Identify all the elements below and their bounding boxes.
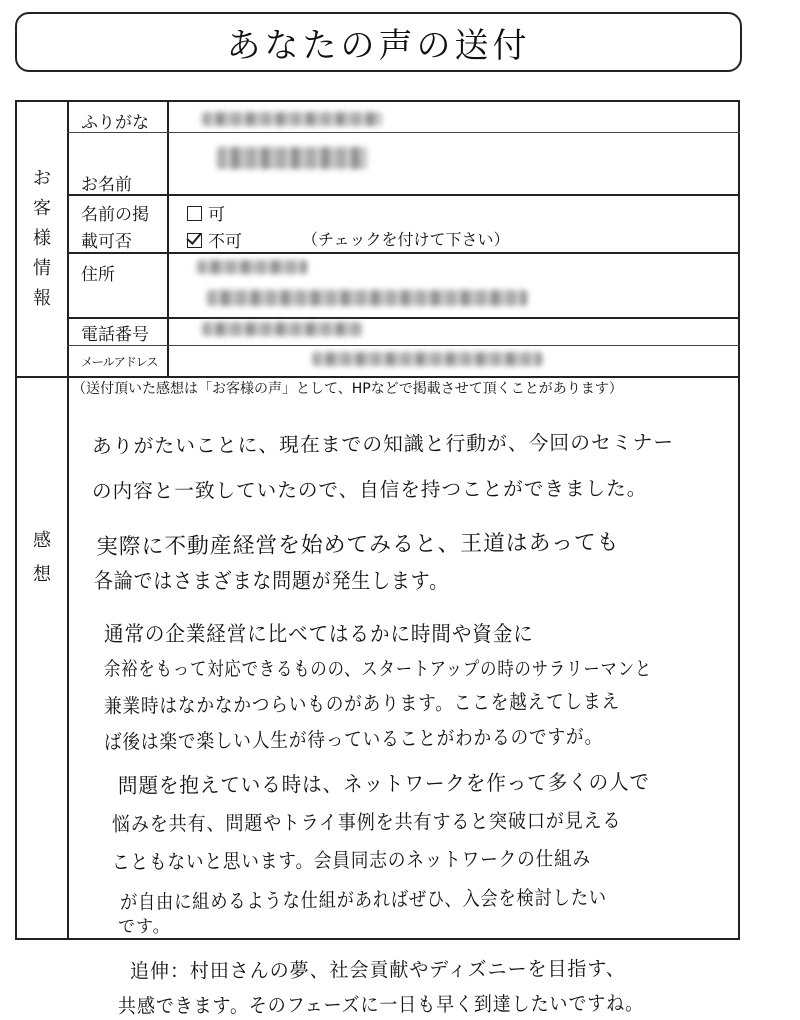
address-label: 住所	[81, 265, 115, 285]
checkbox-ok[interactable]	[187, 206, 202, 221]
impression-line: 悩みを共有、問題やトライ事例を共有すると突破口が見える	[111, 808, 622, 836]
postscript-line: 共感できます。そのフェーズに一日も早く到達したいですね。	[117, 990, 645, 1018]
option-ng[interactable]: 不可	[187, 227, 242, 252]
impression-line: ありがたいことに、現在までの知識と行動が、今回のセミナー	[91, 429, 675, 458]
impression-line: です。	[118, 917, 171, 937]
impressions-note: （送付頂いた感想は「お客様の声」として、HPなどで掲載させて頂くことがあります）	[72, 381, 623, 397]
check-instruction: （チェックを付けて下さい）	[302, 230, 510, 249]
row-line	[67, 317, 740, 319]
address-line2-redacted	[207, 290, 527, 306]
impression-line: 実際に不動産経営を始めてみると、王道はあっても	[95, 530, 620, 560]
impression-line: ば後は楽で楽しい人生が待っていることがわかるのですが。	[103, 724, 604, 754]
row-line	[67, 252, 740, 254]
row-line	[67, 132, 740, 133]
furigana-value-redacted	[202, 112, 382, 126]
phone-value-redacted	[202, 322, 362, 336]
row-line	[67, 194, 740, 196]
publish-label-1: 名前の掲	[81, 205, 149, 225]
impression-line: こともないと思います。会員同志のネットワークの仕組み	[111, 846, 592, 874]
impression-line: の内容と一致していたので、自信を持つことができました。	[91, 476, 648, 503]
impression-line: 問題を抱えている時は、ネットワークを作って多くの人で	[117, 770, 651, 798]
option-ok[interactable]: 可	[187, 200, 225, 225]
impressions-label: 感 想	[33, 530, 51, 585]
name-label: お名前	[81, 175, 132, 195]
impression-line: 兼業時はなかなかつらいものがあります。ここを越えてしまえ	[103, 688, 621, 718]
impression-line: 余裕をもって対応できるものの、スタートアップの時のサラリーマンと	[104, 658, 653, 680]
page-title: あなたの声の送付	[15, 12, 742, 72]
row-line	[67, 345, 740, 346]
email-label: メールアドレス	[81, 355, 158, 369]
email-value-redacted	[312, 352, 542, 366]
section-divider	[67, 102, 69, 938]
checkbox-ng[interactable]	[187, 233, 202, 248]
impression-line: が自由に組めるような仕組があればぜひ、入会を検討したい	[119, 885, 608, 914]
name-value-redacted	[217, 147, 367, 169]
furigana-label: ふりがな	[81, 113, 149, 133]
postscript-line: 追伸：村田さんの夢、社会貢献やディズニーを目指す、	[129, 956, 626, 983]
address-line1-redacted	[197, 260, 307, 274]
customer-info-label: お 客 様 情 報	[33, 168, 51, 309]
field-divider	[167, 102, 169, 376]
publish-label-2: 載可否	[81, 232, 132, 252]
impression-line: 通常の企業経営に比べてはるかに時間や資金に	[104, 622, 534, 646]
impression-line: 各論ではさまざまな問題が発生します。	[94, 569, 449, 593]
phone-label: 電話番号	[81, 325, 149, 345]
